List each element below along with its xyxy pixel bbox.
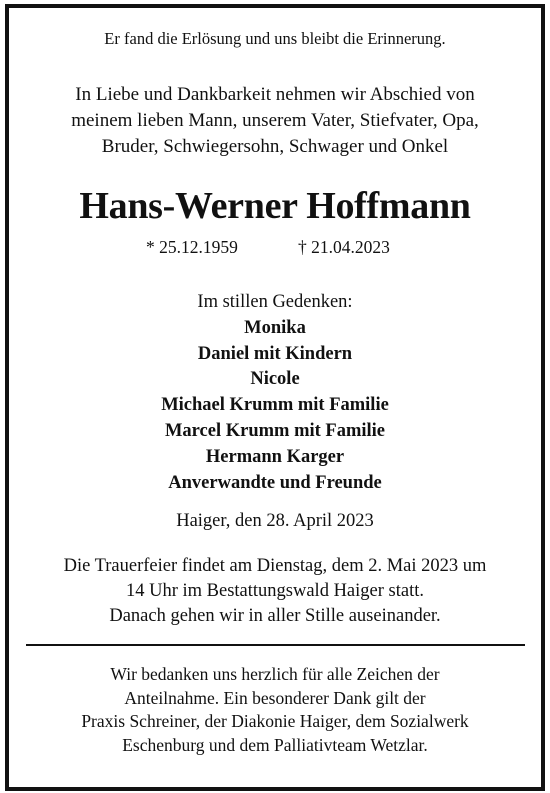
- mourner-name: Michael Krumm mit Familie: [161, 395, 389, 416]
- mourner-name: Marcel Krumm mit Familie: [164, 420, 386, 441]
- thanks-line: Wir bedanken uns herzlich für alle Zeichen der: [110, 664, 440, 684]
- thanks-text: [0, 663, 550, 757]
- death-date: † 21.04.2023: [298, 237, 390, 257]
- section-divider: [26, 644, 525, 646]
- thanks-line: Eschenburg und dem Palliativteam Wetzlar.: [122, 734, 428, 755]
- intro-text: [0, 82, 550, 160]
- mourner-name: Daniel mit Kindern: [197, 343, 353, 364]
- intro-line: meinem lieben Mann, unserem Vater, Stiefvater, Opa,: [71, 110, 479, 131]
- deceased-name: Hans-Werner Hoffmann: [79, 185, 471, 227]
- mourner-name: Nicole: [250, 369, 300, 390]
- intro-line: In Liebe und Dankbarkeit nehmen wir Abschied von: [75, 84, 475, 105]
- ceremony-line: Die Trauerfeier findet am Dienstag, dem 2. Mai 2023 um: [63, 556, 487, 576]
- thanks-line: Anteilnahme. Ein besonderer Dank gilt der: [124, 687, 426, 708]
- mourners-list: [0, 290, 550, 496]
- life-dates: [0, 235, 550, 259]
- mourner-name: Anverwandte und Freunde: [168, 472, 382, 493]
- place-date: Haiger, den 28. April 2023: [176, 511, 374, 531]
- intro-line: Bruder, Schwiegersohn, Schwager und Onkel: [101, 136, 449, 157]
- motto-line: Er fand die Erlösung und uns bleibt die Erinnerung.: [104, 29, 446, 48]
- mourner-name: Hermann Karger: [205, 446, 345, 467]
- mourner-name: Monika: [244, 317, 306, 338]
- birth-date: * 25.12.1959: [146, 237, 238, 257]
- ceremony-line: 14 Uhr im Bestattungswald Haiger statt.: [125, 581, 424, 602]
- mourners-heading: Im stillen Gedenken:: [197, 292, 353, 312]
- thanks-line: Praxis Schreiner, der Diakonie Haiger, dem Sozialwerk: [81, 711, 469, 731]
- ceremony-info: [0, 554, 550, 630]
- ceremony-line: Danach gehen wir in aller Stille auseinander.: [109, 606, 441, 627]
